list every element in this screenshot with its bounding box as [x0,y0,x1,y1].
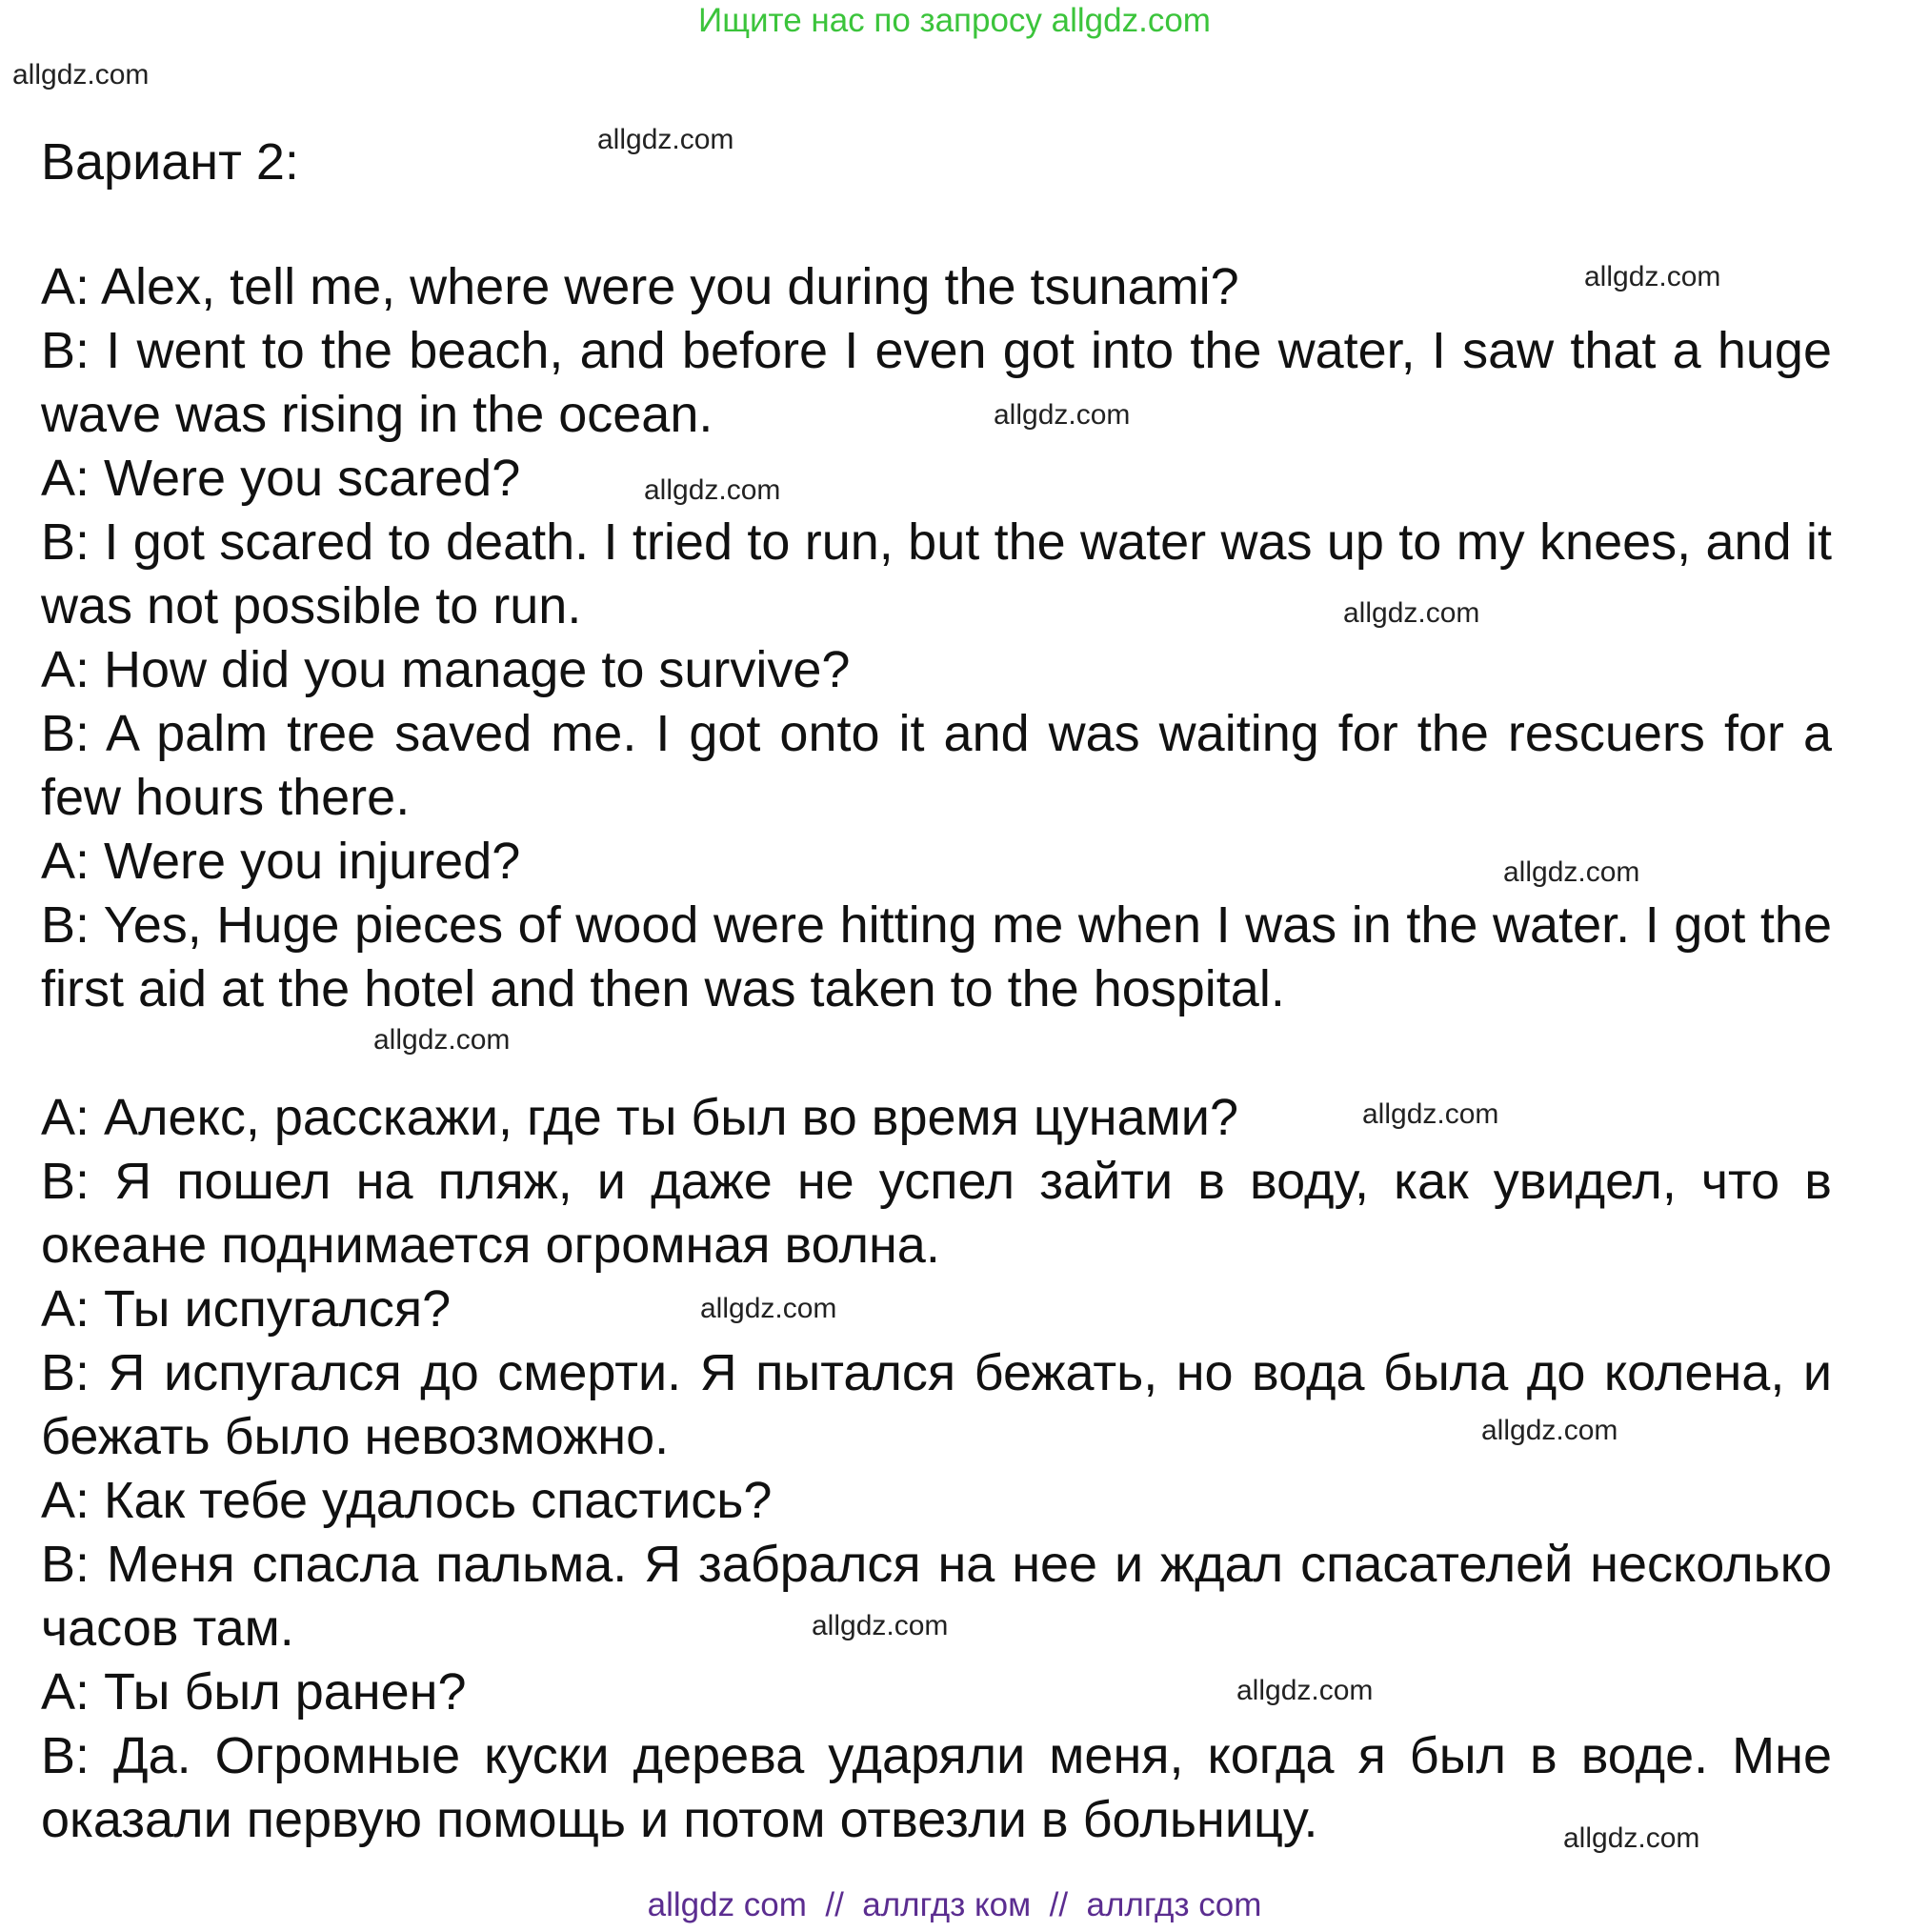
top-banner[interactable]: Ищите нас по запросу allgdz.com [698,2,1211,39]
page-title: Вариант 2: [41,133,299,191]
dialogue-line-b: B: I went to the beach, and before I even got into the water, I saw that a huge wave was rising in the ocean. [41,322,1832,443]
english-dialogue [41,255,1832,1021]
dialogue-line-b: B: Yes, Huge pieces of wood were hitting me when I was in the water. I got the first aid at the hotel and then was taken to the hospital. [41,896,1832,1017]
dialogue-line-a: A: Alex, tell me, where were you during the tsunami? [41,258,1239,315]
watermark: allgdz.com [1584,261,1721,292]
dialogue-line-b: B: A palm tree saved me. I got onto it and was waiting for the rescuers for a few hours there. [41,705,1832,826]
russian-dialogue [41,1086,1832,1852]
watermark: allgdz.com [700,1293,837,1324]
dialogue-line-a: A: Ты был ранен? [41,1663,467,1721]
dialogue-line-a: A: Were you scared? [41,450,521,507]
watermark: allgdz.com [1481,1415,1618,1446]
watermark: allgdz.com [812,1610,949,1641]
dialogue-line-a: A: Как тебе удалось спастись? [41,1472,773,1529]
dialogue-line-a: A: How did you manage to survive? [41,641,851,698]
dialogue-line-b: B: Меня спасла пальма. Я забрался на нее и ждал спасателей несколько часов там. [41,1536,1832,1657]
watermark: allgdz.com [1503,856,1640,888]
dialogue-line-b: B: Я пошел на пляж, и даже не успел зайти в воду, как увидел, что в океане поднимается огромная волна. [41,1153,1832,1274]
watermark: allgdz.com [12,59,150,91]
watermark: allgdz.com [1362,1098,1499,1130]
watermark: allgdz.com [994,399,1131,431]
dialogue-line-a: A: Ты испугался? [41,1280,452,1338]
watermark: allgdz.com [1563,1822,1700,1854]
dialogue-line-a: A: Were you injured? [41,833,521,890]
footer-links[interactable]: allgdz com // аллгдз ком // аллгдз com [647,1886,1262,1923]
watermark: allgdz.com [1343,597,1480,629]
dialogue-line-a: A: Алекс, расскажи, где ты был во время цунами? [41,1089,1238,1146]
watermark: allgdz.com [373,1024,511,1056]
dialogue-line-b: B: Я испугался до смерти. Я пытался бежать, но вода была до колена, и бежать было невозможно. [41,1344,1832,1465]
dialogue-line-b: B: I got scared to death. I tried to run, but the water was up to my knees, and it was not possible to run. [41,513,1832,634]
watermark: allgdz.com [597,124,734,155]
dialogue-line-b: B: Да. Огромные куски дерева ударяли меня, когда я был в воде. Мне оказали первую помощь и потом отвезли в больницу. [41,1727,1832,1848]
watermark: allgdz.com [644,474,781,506]
watermark: allgdz.com [1236,1675,1374,1706]
